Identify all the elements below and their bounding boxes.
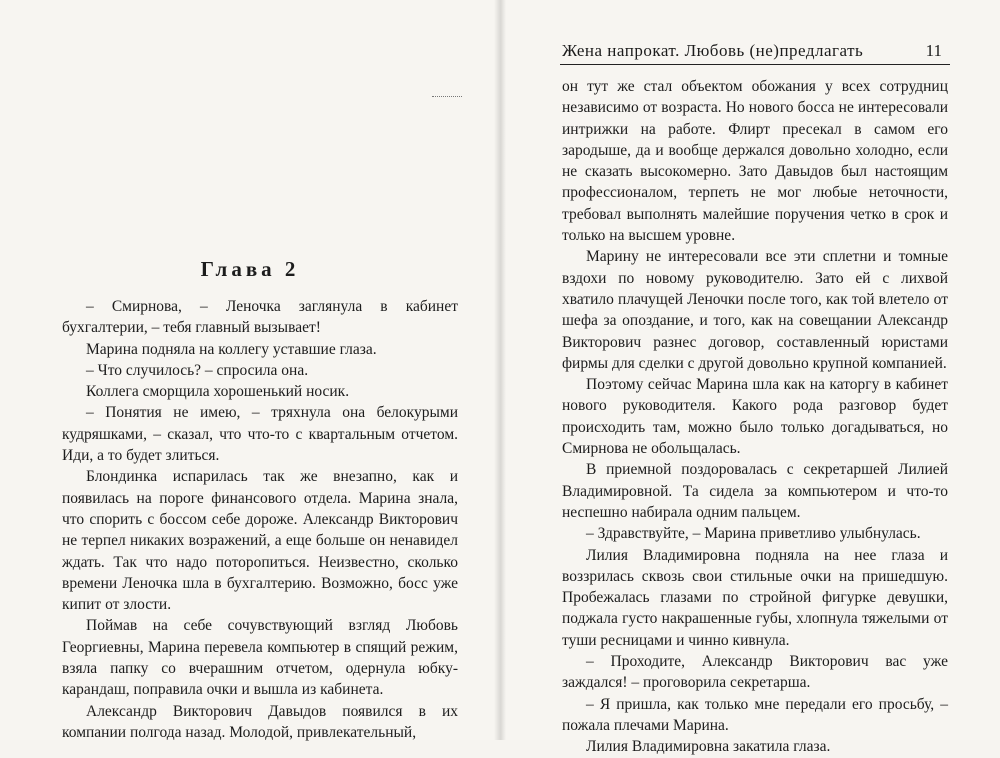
running-title: Жена напрокат. Любовь (не)предлагать xyxy=(562,41,864,60)
paragraph: Поэтому сейчас Марина шла как на каторгу в кабинет нового руководителя. Какого рода разговор будет происходить там, можно было только догадываться, но Смирнова не обольщалась. xyxy=(562,376,948,458)
paragraph: – Проходите, Александр Викторович вас уже заждался! – проговорила секретарша. xyxy=(562,653,948,692)
paragraph: Коллега сморщила хорошенький носик. xyxy=(86,383,350,401)
chapter-title: Глава 2 xyxy=(200,257,300,281)
left-body-text xyxy=(62,296,458,743)
page-smudge xyxy=(432,96,462,100)
right-body-text xyxy=(562,76,948,758)
paragraph: – Смирнова, – Леночка заглянула в кабинет бухгалтерии, – тебя главный вызывает! xyxy=(62,298,458,337)
paragraph: Марину не интересовали все эти сплетни и томные вздохи по новому руководителю. Зато ей с лихвой хватило плачущей Леночки после того, как той влетело от шефа за опоздание, и того, как на совещании Александр Викторович разнес договор, составленный юристами фирмы для сделки с другой довольно крупной компанией. xyxy=(562,248,948,372)
paragraph: В приемной поздоровалась с секретаршей Лилией Владимировной. Та сидела за компьютером и что-то неспешно набирала одним пальцем. xyxy=(562,461,948,521)
paragraph: – Я пришла, как только мне передали его просьбу, – пожала плечами Марина. xyxy=(562,695,948,734)
running-header xyxy=(560,38,950,65)
paragraph: Лилия Владимировна подняла на нее глаза и воззрилась сквозь свои стильные очки на пришедшую. Пробежалась глазами по стройной фигурке девушки, поджала густо накрашенные губы, хлопнула тяжелыми от туши ресницами и чинно кивнула. xyxy=(562,546,948,649)
paragraph: он тут же стал объектом обожания у всех сотрудниц независимо от возраста. Но нового босса не интересовали интрижки на работе. Флирт пресекал в самом его зародыше, да и вообще держался довольно холодно, если не сказать высокомерно. Зато Давыдов был настоящим профессионалом, терпеть не мог любые неточности, требовал выполнять малейшие поручения четко в срок и только на высшем уровне. xyxy=(562,78,948,245)
paragraph: Марина подняла на коллегу уставшие глаза. xyxy=(86,340,377,358)
book-gutter xyxy=(494,0,506,740)
page-number: 11 xyxy=(925,41,942,60)
paragraph: Лилия Владимировна закатила глаза. xyxy=(586,738,831,756)
paragraph: – Здравствуйте, – Марина приветливо улыбнулась. xyxy=(586,525,921,543)
paragraph: Поймав на себе сочувствующий взгляд Любовь Георгиевны, Марина перевела компьютер в спящий режим, взяла папку со вчерашним отчетом, одернула юбку-карандаш, поправила очки и вышла из кабинета. xyxy=(62,617,458,699)
paragraph: Александр Викторович Давыдов появился в их компании полгода назад. Молодой, привлекательный, xyxy=(62,702,458,741)
paragraph: – Что случилось? – спросила она. xyxy=(86,361,309,379)
paragraph: – Понятия не имею, – тряхнула она белокурыми кудряшками, – сказал, что что-то с квартальным отчетом. Иди, а то будет злиться. xyxy=(62,404,458,465)
paragraph: Блондинка испарилась так же внезапно, как и появилась на пороге финансового отдела. Марина знала, что спорить с боссом себе дороже. Александр Викторович не терпел никаких возражений, а еще больше он ненавидел ждать. Так что надо поторопиться. Неизвестно, сколько времени Леночка шла в бухгалтерию. Возможно, босс уже кипит от злости. xyxy=(62,468,458,614)
